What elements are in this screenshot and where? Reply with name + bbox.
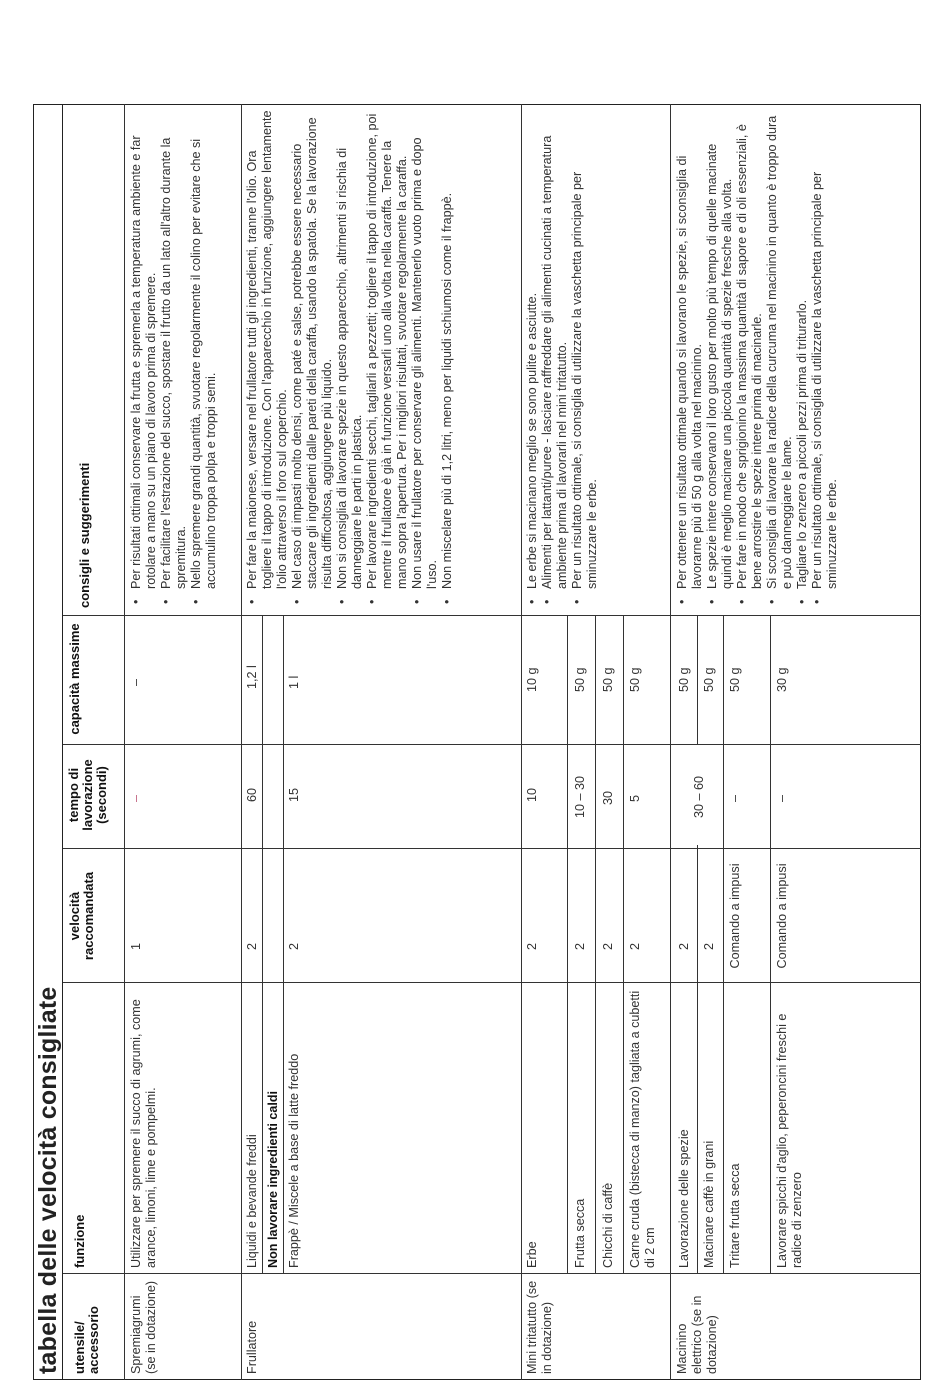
time-mini-2: 10 – 30	[573, 775, 587, 818]
col-line	[63, 615, 921, 616]
function-macinino-1: Lavorazione delle spezie	[677, 1129, 691, 1268]
capacity-mini-4: 50 g	[628, 667, 642, 692]
header-capacity: capacità massime	[67, 623, 82, 735]
sub-rule	[697, 616, 698, 745]
sub-rule	[595, 616, 596, 1274]
function-macinino-3: Tritare frutta secca	[728, 1163, 742, 1268]
tip-item: • Per lavorare ingredienti secchi, tagliarli a pezzetti; togliere il tappo di introduzione, poi mentre il frullatore è già in funzione versarli uno alla volta nella caraffa. Tenere la mano sopra l'apertura. Per i migliori risultati, svuotare regolarmente la caraffa.	[365, 108, 410, 608]
capacity-macinino-4: 30 g	[775, 667, 789, 692]
capacity-frullatore-1: 1,2 l	[245, 665, 259, 689]
time-macinino-shared: 30 – 60	[692, 775, 706, 818]
tip-item: • Per un risultato ottimale, si consiglia di utilizzare la vaschetta principale per sminuzzare le erbe.	[570, 108, 600, 608]
row-rule	[521, 104, 522, 1380]
tip-item: • Per fare la maionese, versare nel frullatore tutti gli ingredienti, tranne l'olio. Ora togliere il tappo di introduzione. Con l'apparecchio in funzione, aggiungere lentamente l'olio attraverso il foro sul coperchio.	[245, 108, 290, 608]
tool-frullatore: Frullatore	[245, 1320, 259, 1374]
speed-spremiagrumi: 1	[129, 942, 143, 950]
sub-rule	[723, 616, 724, 1274]
tip-item: • Non si consiglia di lavorare spezie in questo apparecchio, altrimenti si rischia di danneggiare le parti in plastica.	[335, 108, 365, 608]
capacity-mini-3: 50 g	[601, 667, 615, 692]
time-frullatore-1: 60	[245, 787, 259, 802]
sub-rule	[262, 616, 263, 1274]
time-mini-1: 10	[525, 787, 539, 802]
tip-item: • Non usare il frullatore per conservare gli alimenti. Mantenerlo vuoto prima e dopo l'uso.	[410, 108, 440, 608]
col-line	[63, 848, 921, 849]
capacity-macinino-2: 50 g	[702, 667, 716, 692]
speed-mini-2: 2	[573, 942, 587, 950]
tips-frullatore	[245, 108, 455, 608]
function-macinino-4: Lavorare spicchi d'aglio, peperoncini freschi e radice di zenzero	[775, 1013, 804, 1268]
tip-item: • Nel caso di impasti molto densi, come paté e salse, potrebbe essere necessario staccare gli ingredienti dalle pareti della caraffa, usando la spatola. Se la lavorazione risulta difficoltosa, aggiungere più liquido.	[290, 108, 335, 608]
tool-spremiagrumi: Spremiagrumi (se in dotazione)	[129, 1280, 158, 1374]
tip-item: • Per facilitare l'estrazione del succo, spostare il frutto da un lato all'altro durante la spremitura.	[159, 108, 189, 608]
row-rule	[241, 104, 242, 1380]
capacity-macinino-3: 50 g	[728, 667, 742, 692]
header-function: funzione	[72, 1214, 87, 1268]
sub-rule	[770, 616, 771, 1274]
capacity-frullatore-2: 1 l	[287, 675, 301, 689]
tips-macinino	[675, 108, 840, 608]
page-title: tabella delle velocità consigliate	[33, 104, 63, 1380]
tool-mini-tritatutto: Mini tritatutto (se in dotazione)	[525, 1280, 554, 1374]
tip-item: • Si sconsiglia di lavorare la radice della curcuma nel macinino in quanto è troppo dura e può danneggiare le lame.	[765, 108, 795, 608]
speed-frullatore-1: 2	[245, 942, 259, 950]
sub-rule	[283, 616, 284, 1274]
header-time: tempo di lavorazione (secondi)	[66, 759, 109, 831]
function-frullatore-2: Frappè / Miscele a base di latte freddo	[287, 1053, 301, 1268]
capacity-macinino-1: 50 g	[677, 667, 691, 692]
tip-item: • Alimenti per lattanti/puree - lasciare raffreddare gli alimenti cucinati a temperatura ambiente prima di lavorarli nel mini tritatutto.	[540, 108, 570, 608]
tip-item: • Per fare in modo che sprigionino la massima quantità di sapore e di oli essenziali, è bene arrostire le spezie intere prima di macinarle.	[735, 108, 765, 608]
tips-spremiagrumi	[129, 108, 219, 608]
function-mini-3: Chicchi di caffè	[601, 1182, 615, 1268]
row-rule	[670, 104, 671, 1380]
speed-macinino-1: 2	[677, 942, 691, 950]
speed-macinino-2: 2	[702, 942, 716, 950]
col-line	[63, 744, 921, 745]
warning-no-hot: Non lavorare ingredienti caldi	[266, 1090, 280, 1268]
function-mini-2: Frutta secca	[573, 1198, 587, 1268]
function-mini-1: Erbe	[525, 1241, 539, 1268]
tip-item: • Per ottenere un risultato ottimale quando si lavorano le spezie, si sconsiglia di lavorarne più di 50 g alla volta nel macinino.	[675, 108, 705, 608]
function-macinino-2: Macinare caffè in grani	[702, 1140, 716, 1268]
sub-rule	[567, 616, 568, 1274]
speed-mini-1: 2	[525, 942, 539, 950]
speed-frullatore-2: 2	[287, 942, 301, 950]
tool-macinino: Macinino elettrico (se in dotazione)	[675, 1295, 719, 1374]
col-line	[63, 1273, 921, 1274]
tip-item: • Per un risultato ottimale, si consiglia di utilizzare la vaschetta principale per sminuzzare le erbe.	[810, 108, 840, 608]
tip-item: • Non miscelare più di 1,2 litri, meno per liquidi schiumosi come il frappè.	[440, 108, 455, 608]
time-mini-3: 30	[601, 790, 615, 805]
speed-mini-3: 2	[601, 942, 615, 950]
function-mini-4: Carne cruda (bistecca di manzo) tagliata a cubetti di 2 cm	[628, 990, 657, 1268]
capacity-mini-2: 50 g	[573, 667, 587, 692]
time-spremiagrumi: –	[129, 794, 143, 802]
capacity-spremiagrumi: –	[129, 678, 143, 686]
speed-macinino-4: Comando a impusi	[775, 863, 789, 969]
sub-rule	[697, 845, 698, 1274]
tip-item: • Le spezie intere conservano il loro gusto per molto più tempo di quelle macinate quindi è meglio macinare una piccola quantità di spezie fresche alla volta.	[705, 108, 735, 608]
col-line	[63, 982, 921, 983]
header-rule	[124, 104, 125, 1380]
tip-item: • Le erbe si macinano meglio se sono pulite e asciutte.	[525, 108, 540, 608]
function-spremiagrumi: Utilizzare per spremere il succo di agrumi, come arance, limoni, lime e pompelmi.	[129, 999, 158, 1268]
time-mini-4: 5	[628, 794, 642, 802]
tip-item: • Per risultati ottimali conservare la frutta e spremerla a temperatura ambiente e far rotolare a mano su un piano di lavoro prima di spremere.	[129, 108, 159, 608]
time-frullatore-2: 15	[287, 787, 301, 802]
speed-mini-4: 2	[628, 942, 642, 950]
function-frullatore-1: Liquidi e bevande freddi	[245, 1134, 259, 1268]
sub-rule	[623, 616, 624, 1274]
tips-mini	[525, 108, 600, 608]
header-tips: consigli e suggerimenti	[77, 462, 92, 608]
time-macinino-4: –	[775, 794, 789, 802]
time-macinino-3: –	[728, 794, 742, 802]
tip-item: • Tagliare lo zenzero a piccoli pezzi prima di triturarlo.	[795, 108, 810, 608]
speed-macinino-3: Comando a impusi	[728, 863, 742, 969]
header-tool: utensile/ accessorio	[72, 1306, 101, 1374]
tip-item: • Nello spremere grandi quantità, svuotare regolarmente il colino per evitare che si accumulino troppa polpa e troppi semi.	[189, 108, 219, 608]
header-speed: velocità raccomandata	[67, 871, 96, 961]
capacity-mini-1: 10 g	[525, 667, 539, 692]
